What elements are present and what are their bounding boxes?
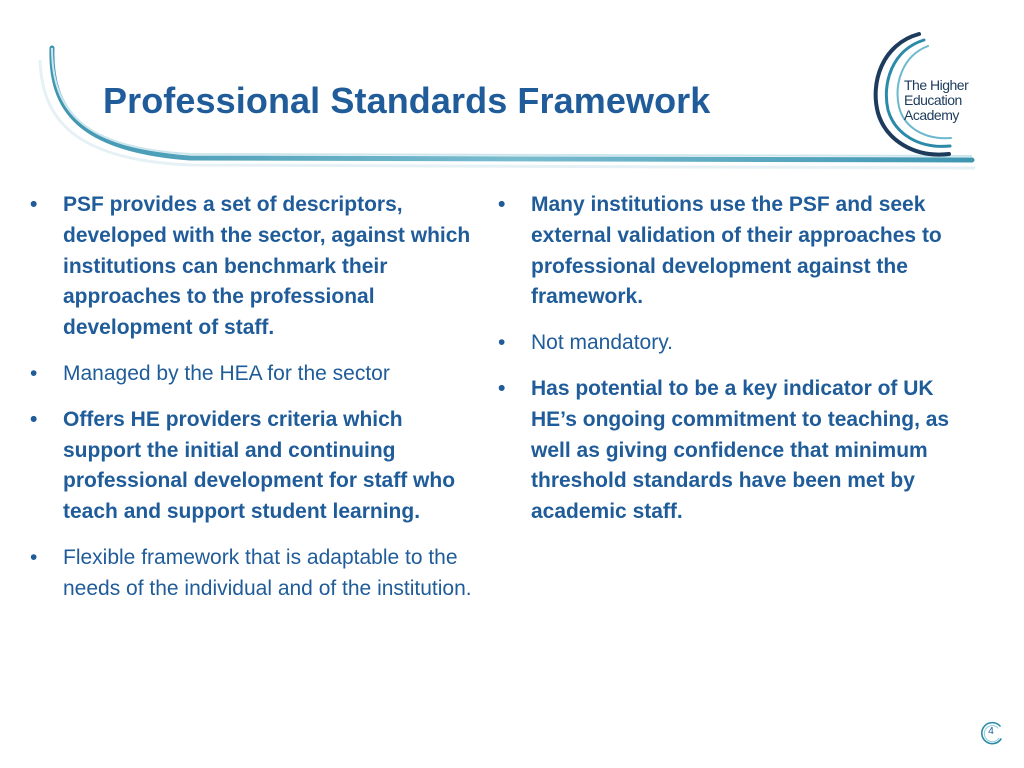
page-number-badge — [978, 720, 1004, 746]
left-bullet-4 — [30, 543, 475, 605]
left-bullet-2 — [30, 359, 475, 390]
bullet-text: PSF provides a set of descriptors, developed with the sector, against which institutions can benchmark their approaches to the professional development of staff. — [63, 193, 471, 340]
bullet-dot-icon: • — [498, 331, 506, 355]
left-bullet-3 — [30, 405, 475, 528]
bullet-text: Flexible framework that is adaptable to the needs of the individual and of the institution. — [63, 545, 472, 600]
bullet-dot-icon: • — [30, 407, 38, 431]
right-bullet-1 — [498, 190, 963, 313]
bullet-text: Offers HE providers criteria which support the initial and continuing professional development for staff who teach and support student learning. — [63, 407, 456, 524]
hea-logo — [864, 28, 984, 163]
bullet-dot-icon: • — [30, 545, 38, 569]
logo-line-3: Academy — [904, 107, 959, 123]
bullet-dot-icon: • — [30, 193, 38, 216]
left-bullet-list — [30, 190, 475, 620]
hea-logo-text — [904, 78, 986, 123]
slide-title: Professional Standards Framework — [103, 80, 711, 121]
page-number: 4 — [988, 726, 994, 737]
bullet-text: Managed by the HEA for the sector — [63, 361, 390, 385]
logo-line-1: The Higher — [904, 77, 969, 93]
bullet-dot-icon: • — [498, 193, 506, 216]
bullet-text: Not mandatory. — [531, 331, 674, 355]
right-bullet-list — [498, 190, 963, 543]
right-bullet-2 — [498, 328, 963, 359]
bullet-dot-icon: • — [30, 361, 38, 385]
bullet-text: Has potential to be a key indicator of UK HE’s ongoing commitment to teaching, as well as giving confidence that minimum threshold standards have been met by academic staff. — [531, 376, 950, 524]
bullet-dot-icon: • — [498, 376, 506, 400]
left-bullet-1 — [30, 190, 475, 344]
logo-line-2: Education — [904, 92, 962, 108]
bullet-text: Many institutions use the PSF and seek external validation of their approaches to professional development against the framework. — [531, 193, 942, 309]
right-bullet-3 — [498, 374, 963, 528]
